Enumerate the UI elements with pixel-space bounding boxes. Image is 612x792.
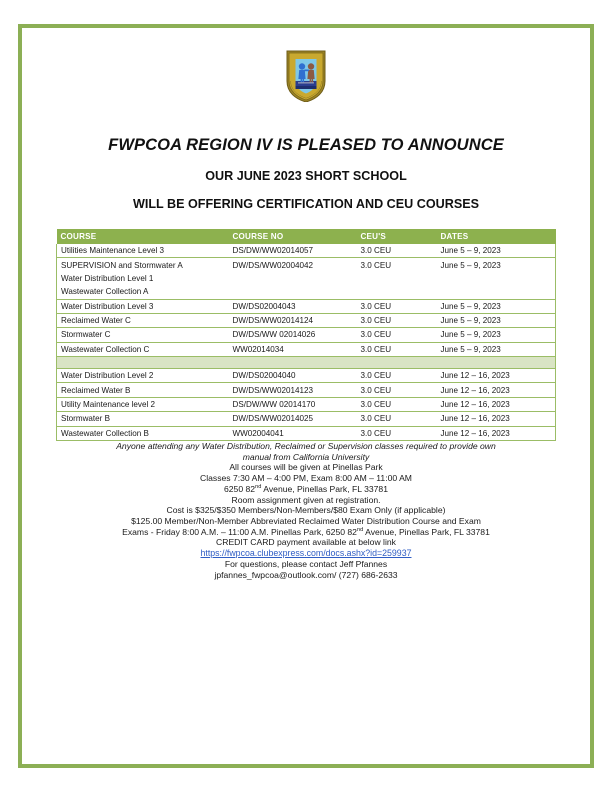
table-body <box>57 244 556 440</box>
cell-course: Stormwater B <box>57 412 229 426</box>
address-line <box>56 484 556 495</box>
table-separator-cell <box>229 357 357 369</box>
exams-text-post: Avenue, Pinellas Park, FL 33781 <box>363 526 490 537</box>
abbreviated-course-line: $125.00 Member/Non-Member Abbreviated Reclaimed Water Distribution Course and Exam <box>131 516 481 527</box>
column-header-course-no: COURSE NO <box>229 229 357 244</box>
cell-course-no: DW/DS/WW02004042 <box>229 258 357 272</box>
credit-card-payment-link[interactable]: https://fwpcoa.clubexpress.com/docs.ashx?id=259937 <box>200 548 412 559</box>
schedule-line: Classes 7:30 AM – 4:00 PM, Exam 8:00 AM – 11:00 AM <box>200 473 412 484</box>
location-venue-text: Pinellas Park <box>332 462 383 473</box>
cell-course: Water Distribution Level 3 <box>57 299 229 313</box>
location-italic-text: All courses will be given at <box>229 462 331 473</box>
cell-course-no: DW/DS/WW02014124 <box>229 313 357 327</box>
cell-ceus: 3.0 CEU <box>357 397 437 411</box>
address-ordinal-suffix: nd <box>255 483 262 490</box>
cell-course-no: DS/DW/WW02014057 <box>229 244 357 258</box>
cell-course: Water Distribution Level 2 <box>57 369 229 383</box>
cell-ceus: 3.0 CEU <box>357 342 437 356</box>
manual-note-line-2: manual from California University <box>242 451 370 462</box>
table-row <box>57 313 556 327</box>
course-table-container <box>56 229 556 441</box>
table-row <box>57 397 556 411</box>
cell-ceus: 3.0 CEU <box>357 258 437 272</box>
cost-line: Cost is $325/$350 Members/Non-Members/$80 Exam Only (if applicable) <box>166 505 446 516</box>
table-separator-row <box>57 357 556 369</box>
cell-dates: June 12 – 16, 2023 <box>437 412 556 426</box>
cell-ceus: 3.0 CEU <box>357 299 437 313</box>
column-header-ceus: CEU'S <box>357 229 437 244</box>
cell-ceus: 3.0 CEU <box>357 244 437 258</box>
contact-details-line: jpfannes_fwpcoa@outlook.com/ (727) 686-2633 <box>214 569 398 580</box>
cell-course: Reclaimed Water C <box>57 313 229 327</box>
cell-dates: June 12 – 16, 2023 <box>437 383 556 397</box>
column-header-course: COURSE <box>57 229 229 244</box>
cell-course: Stormwater C <box>57 328 229 342</box>
cell-dates: June 5 – 9, 2023 <box>437 299 556 313</box>
cell-ceus: 3.0 CEU <box>357 383 437 397</box>
table-head <box>57 229 556 244</box>
cell-course-no: DW/DS/WW 02014026 <box>229 328 357 342</box>
table-row <box>57 383 556 397</box>
column-header-dates: DATES <box>437 229 556 244</box>
cell-dates: June 12 – 16, 2023 <box>437 397 556 411</box>
course-schedule-table <box>56 229 556 441</box>
cell-course-no: DS/DW/WW 02014170 <box>229 397 357 411</box>
cell-course-no: WW02014034 <box>229 342 357 356</box>
cell-dates: June 5 – 9, 2023 <box>437 328 556 342</box>
table-row <box>57 285 556 299</box>
page-content <box>22 28 590 764</box>
cell-ceus: 3.0 CEU <box>357 313 437 327</box>
cell-dates: June 5 – 9, 2023 <box>437 313 556 327</box>
cell-course: SUPERVISION and Stormwater A <box>57 258 229 272</box>
fwpcoa-shield-logo-icon <box>286 50 326 102</box>
table-header-row <box>57 229 556 244</box>
table-separator-cell <box>57 357 229 369</box>
table-separator-cell <box>357 357 437 369</box>
cell-dates: June 12 – 16, 2023 <box>437 426 556 440</box>
cell-course: Utilities Maintenance Level 3 <box>57 244 229 258</box>
cell-ceus: 3.0 CEU <box>357 369 437 383</box>
cell-course-no <box>229 285 357 299</box>
cell-course: Reclaimed Water B <box>57 383 229 397</box>
cell-dates: June 5 – 9, 2023 <box>437 258 556 272</box>
table-row <box>57 369 556 383</box>
table-row <box>57 328 556 342</box>
cell-course-no <box>229 272 357 285</box>
subtitle-courses: WILL BE OFFERING CERTIFICATION AND CEU COURSES <box>132 197 480 211</box>
cell-course-no: DW/DS02004043 <box>229 299 357 313</box>
logo-container <box>56 50 556 116</box>
table-separator-cell <box>437 357 556 369</box>
cell-course-no: WW02004041 <box>229 426 357 440</box>
exams-ordinal-suffix: nd <box>356 526 364 533</box>
subtitle-short-school: OUR JUNE 2023 SHORT SCHOOL <box>205 169 407 183</box>
cell-course-no: DW/DS/WW02014123 <box>229 383 357 397</box>
cell-dates: June 5 – 9, 2023 <box>437 342 556 356</box>
cell-course-no: DW/DS/WW02014025 <box>229 412 357 426</box>
manual-note-line-1: Anyone attending any Water Distribution, Reclaimed or Supervision classes required to provide own <box>116 440 496 451</box>
address-text-post: Avenue, Pinellas Park, FL 33781 <box>261 483 388 494</box>
exams-line <box>56 527 556 538</box>
exams-text-pre: Exams - Friday 8:00 A.M. – 11:00 A.M. Pinellas Park, 6250 82 <box>122 526 357 537</box>
cell-dates: June 5 – 9, 2023 <box>437 244 556 258</box>
cell-course: Wastewater Collection B <box>57 426 229 440</box>
page-title: FWPCOA REGION IV IS PLEASED TO ANNOUNCE <box>108 136 504 154</box>
cell-ceus <box>357 285 437 299</box>
table-row <box>57 244 556 258</box>
cell-course: Utility Maintenance level 2 <box>57 397 229 411</box>
cell-course: Water Distribution Level 1 <box>57 272 229 285</box>
cell-ceus: 3.0 CEU <box>357 426 437 440</box>
details-section <box>56 441 556 581</box>
cell-dates <box>437 285 556 299</box>
cell-dates: June 12 – 16, 2023 <box>437 369 556 383</box>
cell-course-no: DW/DS02004040 <box>229 369 357 383</box>
cell-ceus: 3.0 CEU <box>357 412 437 426</box>
cell-dates <box>437 272 556 285</box>
address-text-pre: 6250 82 <box>224 483 256 494</box>
location-line <box>56 462 556 473</box>
room-assignment-line: Room assignment given at registration. <box>231 494 381 505</box>
contact-line: For questions, please contact Jeff Pfannes <box>224 559 388 570</box>
credit-card-line: CREDIT CARD payment available at below link <box>216 537 396 548</box>
table-row <box>57 426 556 440</box>
cell-course: Wastewater Collection C <box>57 342 229 356</box>
payment-link-wrapper <box>56 548 556 559</box>
table-row <box>57 299 556 313</box>
page-border-frame <box>18 24 594 768</box>
announcement-headings <box>56 136 556 211</box>
table-row <box>57 412 556 426</box>
table-row <box>57 342 556 356</box>
cell-course: Wastewater Collection A <box>57 285 229 299</box>
table-row <box>57 258 556 272</box>
cell-ceus: 3.0 CEU <box>357 328 437 342</box>
table-row <box>57 272 556 285</box>
cell-ceus <box>357 272 437 285</box>
